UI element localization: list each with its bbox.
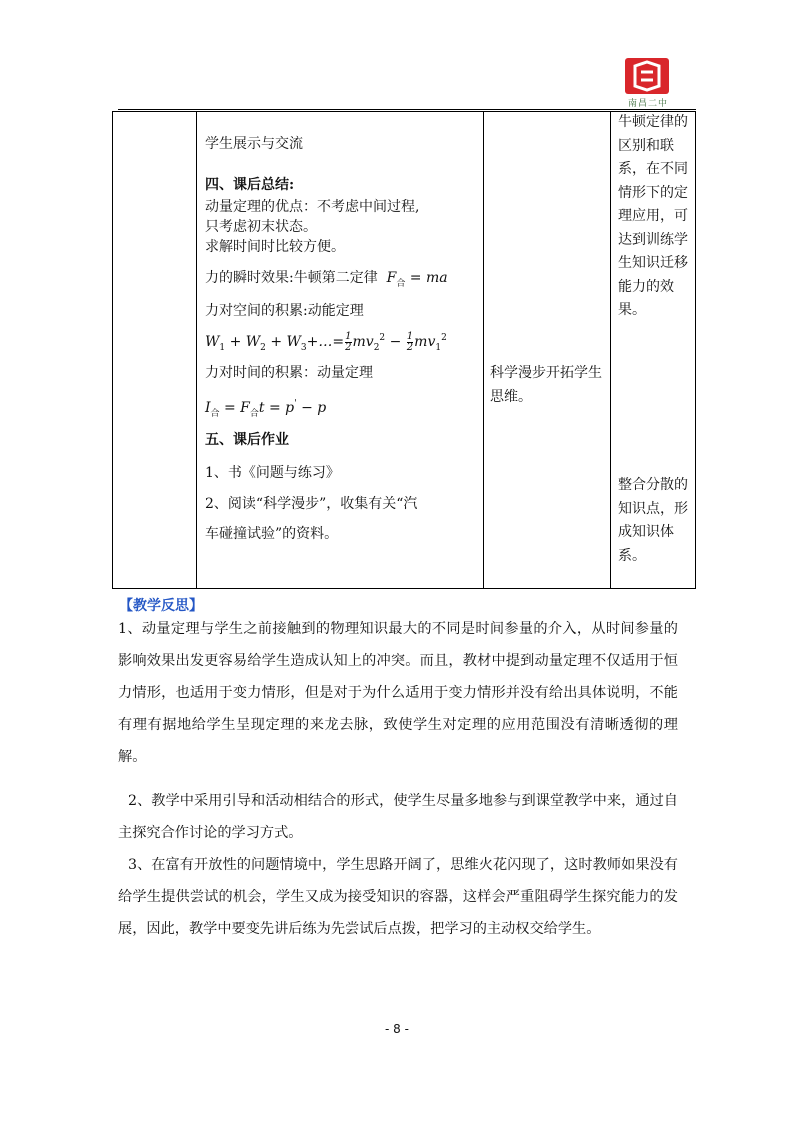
instant-effect-row — [205, 268, 448, 294]
intent-text: 科学漫步开拓学生思维。 — [490, 365, 602, 405]
impulse-momentum-formula: $I_合 = F_合t = p' - p$ — [205, 399, 327, 419]
space-accumulation-label: 力对空间的积累:动能定理 — [205, 303, 364, 319]
reflection-title: 【教学反思】 — [119, 598, 203, 614]
table-row — [113, 112, 696, 589]
summary-line-2: 只考虑初末状态。 — [205, 219, 317, 235]
homework-item-1: 1、书《问题与练习》 — [205, 465, 340, 481]
section5-title: 五、课后作业 — [205, 432, 289, 448]
notes-text-2: 整合分散的知识点，形成知识体系。 — [618, 477, 688, 564]
logo-text: 南昌二中 — [627, 99, 668, 109]
section4-title: 四、课后总结: — [205, 177, 295, 193]
table-cell-notes — [611, 112, 696, 589]
homework-item-2-line-2: 车碰撞试验”的资料。 — [205, 526, 339, 542]
instant-effect-label: 力的瞬时效果:牛顿第二定律 — [205, 270, 378, 286]
reflection-paragraph-3: 3、在富有开放性的问题情境中，学生思路开阔了，思维火花闪现了，这时教师如果没有给学生提供尝试的机会，学生又成为接受知识的容器，这样会严重阻碍学生探究能力的发展，因此，教学中要变先讲后练为先尝试后点拨，把学习的主动权交给学生。 — [118, 857, 678, 937]
time-accumulation-label: 力对时间的积累：动量定理 — [205, 365, 373, 381]
reflection-paragraph-1: 1、动量定理与学生之前接触到的物理知识最大的不同是时间参量的介入，从时间参量的影响效果出发更容易给学生造成认知上的冲突。而且，教材中提到动量定理不仅适用于恒力情形，也适用于变力情形，但是对于为什么适用于变力情形并没有给出具体说明，不能有理有据地给学生呈现定理的来龙去脉，致使学生对定理的应用范围没有清晰透彻的理解。 — [118, 621, 678, 765]
header-rule — [118, 109, 696, 110]
table-cell-empty — [113, 112, 197, 589]
logo-emblem-icon — [625, 58, 669, 94]
table-cell-activities — [197, 112, 484, 589]
table-cell-intent — [484, 112, 611, 589]
summary-line-3: 求解时间时比较方便。 — [205, 239, 345, 255]
showcase-text: 学生展示与交流 — [205, 136, 303, 152]
summary-line-1: 动量定理的优点：不考虑中间过程, — [205, 199, 420, 215]
homework-item-2-line-1: 2、阅读“科学漫步”，收集有关“汽 — [205, 496, 418, 512]
reflection-paragraph-2: 2、教学中采用引导和活动相结合的形式，使学生尽量多地参与到课堂教学中来，通过自主探究合作讨论的学习方式。 — [118, 793, 678, 841]
school-logo — [621, 56, 675, 108]
lesson-table — [112, 111, 696, 589]
newton-second-law-formula: $F_合$ = ma — [382, 270, 448, 289]
notes-text-1: 牛顿定律的区别和联系，在不同情形下的定理应用，可达到训练学生知识迁移能力的效果。 — [618, 114, 688, 318]
work-energy-formula: $W_1 + W_2$ + $W_3+\dots=$ $\frac{1}{2}$ $mv_2^2$ − $\frac{1}{2}$ $mv_1^2$ — [205, 330, 447, 353]
page-number: - 8 - — [385, 1022, 409, 1036]
